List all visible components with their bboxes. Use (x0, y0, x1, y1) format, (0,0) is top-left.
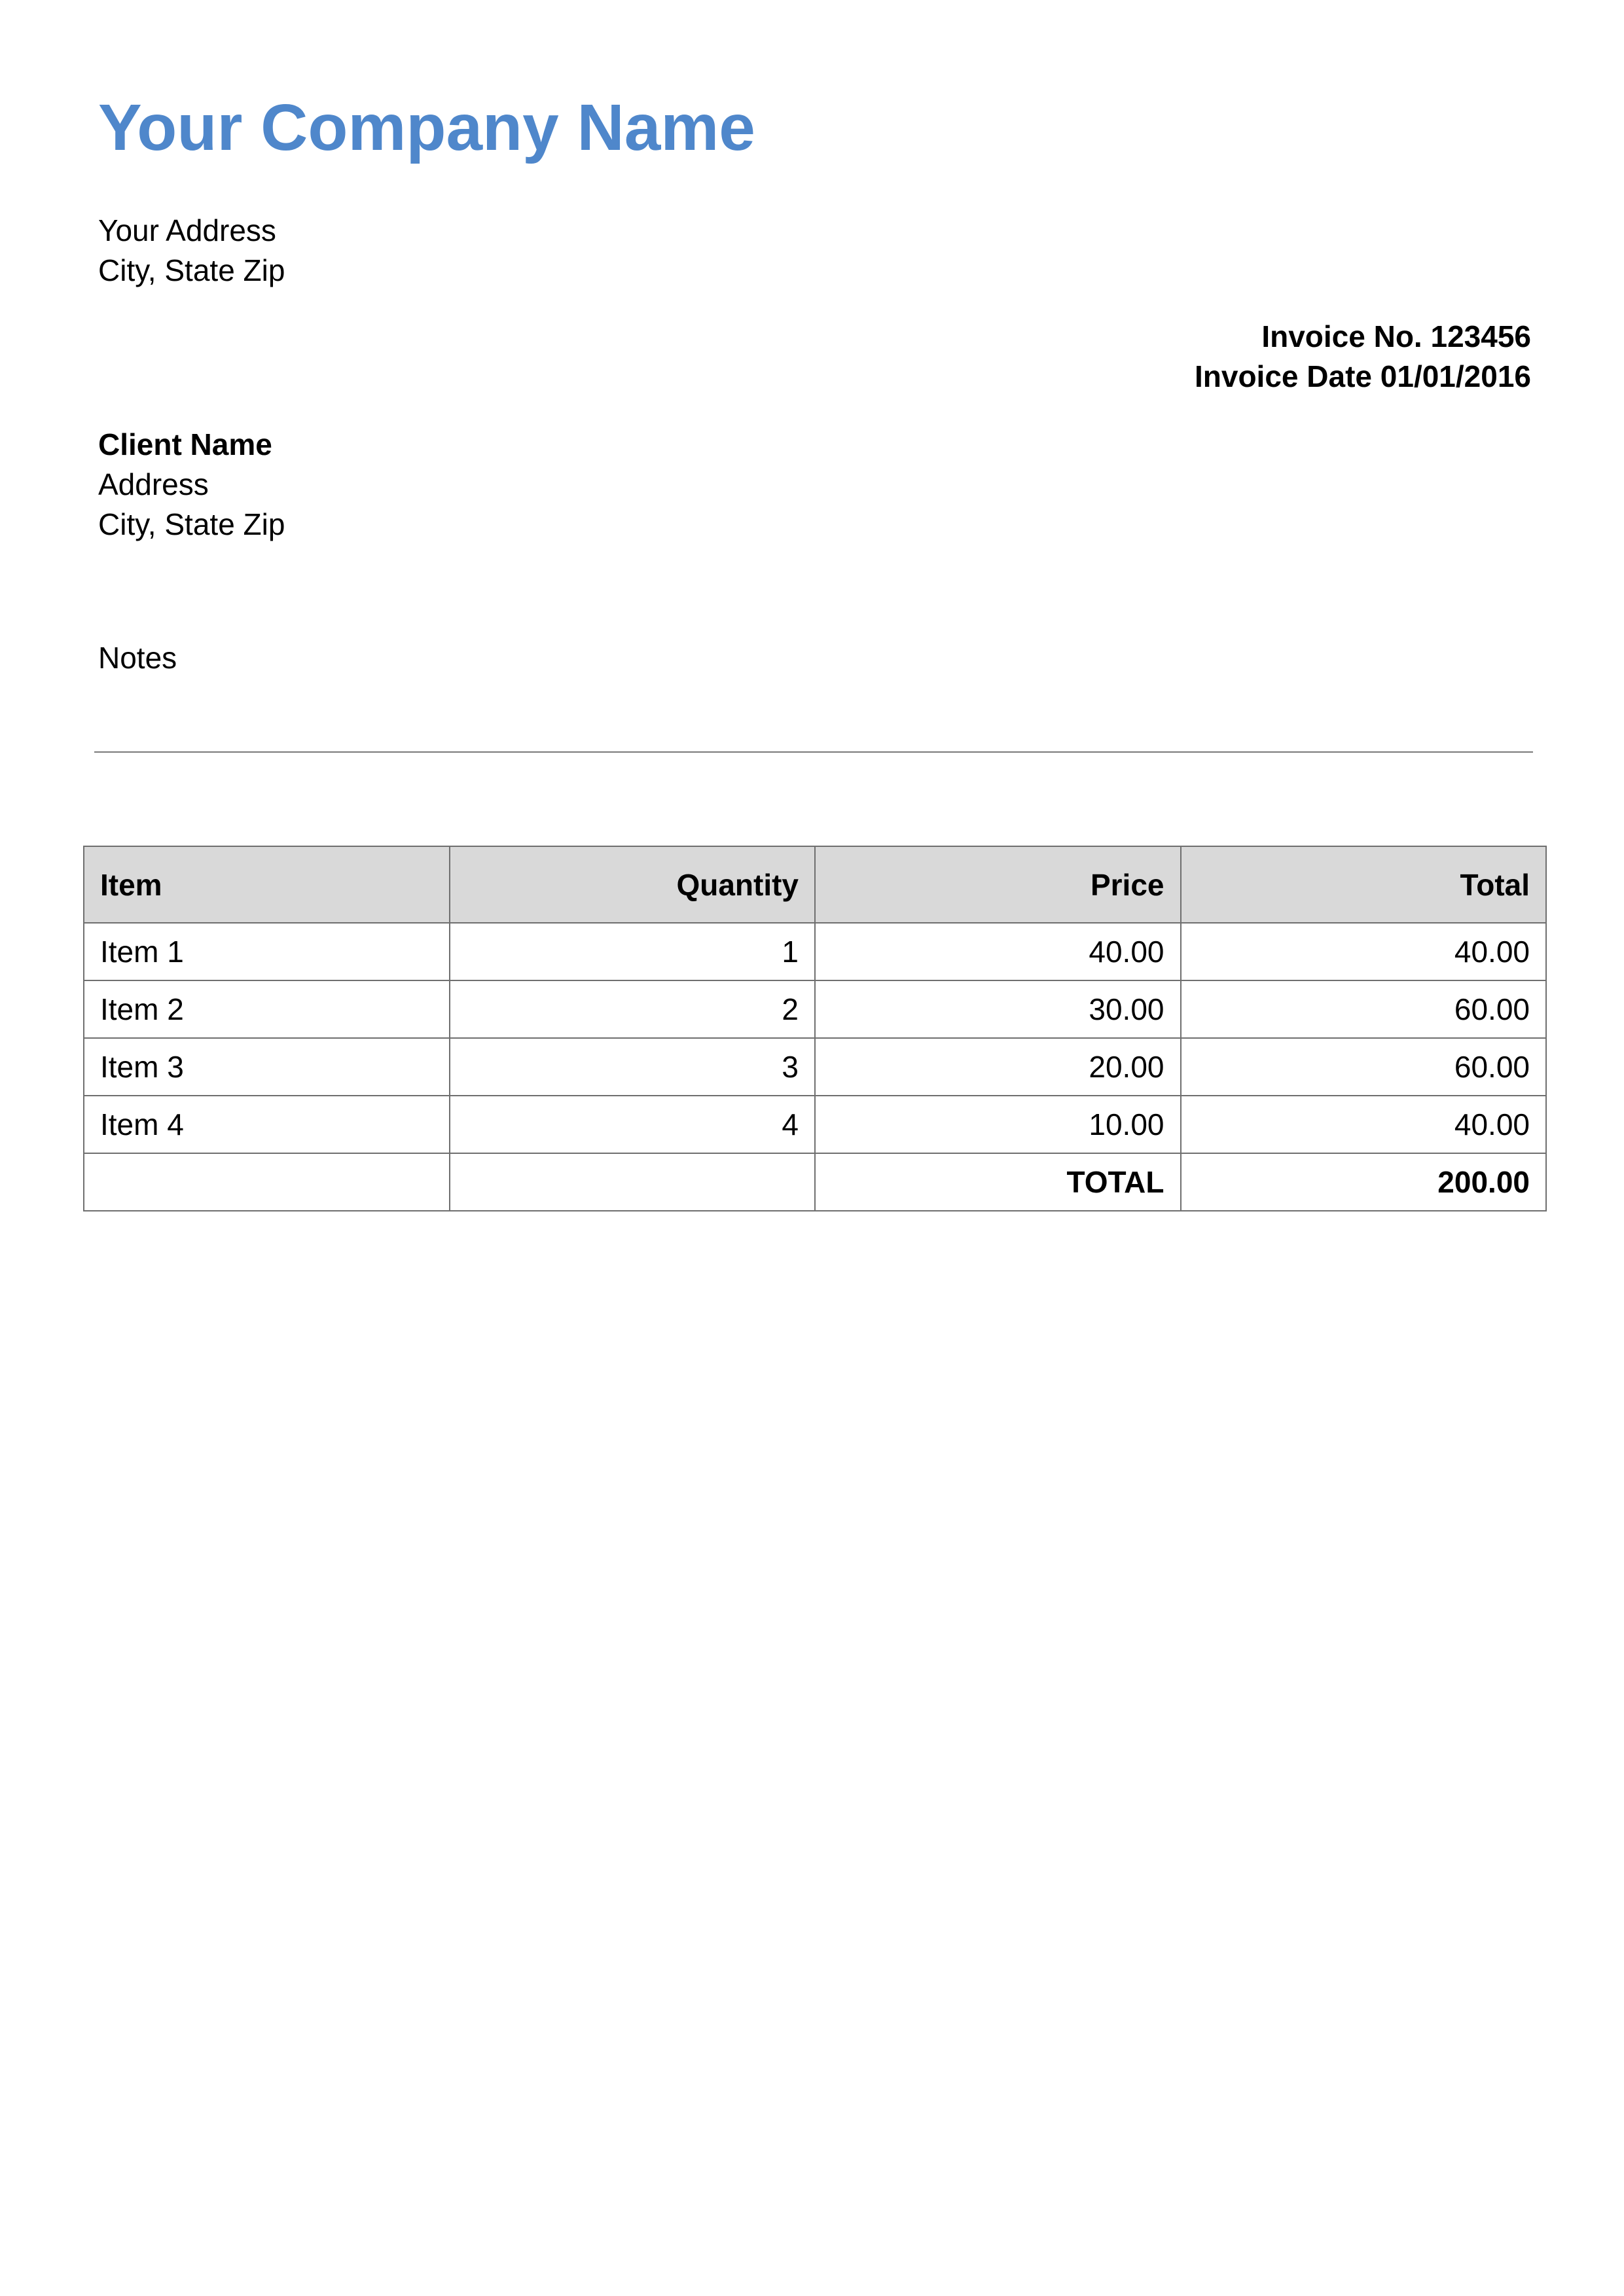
cell-item: Item 4 (84, 1096, 450, 1153)
cell-quantity: 4 (450, 1096, 816, 1153)
cell-item: Item 1 (84, 923, 450, 980)
invoice-date: Invoice Date 01/01/2016 (1195, 359, 1531, 393)
cell-price: 30.00 (815, 980, 1181, 1038)
total-row (84, 1153, 1546, 1211)
cell-price: 20.00 (815, 1038, 1181, 1096)
client-block (98, 425, 285, 545)
cell-price: 10.00 (815, 1096, 1181, 1153)
invoice-meta (1195, 317, 1531, 397)
table-row (84, 1096, 1546, 1153)
column-header-quantity: Quantity (450, 846, 816, 923)
total-row-empty-cell (450, 1153, 816, 1211)
cell-item: Item 3 (84, 1038, 450, 1096)
table-row (84, 1038, 1546, 1096)
items-table (83, 846, 1547, 1211)
cell-total: 60.00 (1181, 980, 1547, 1038)
column-header-price: Price (815, 846, 1181, 923)
sender-address-line-1: Your Address (98, 213, 276, 247)
cell-total: 60.00 (1181, 1038, 1547, 1096)
company-name: Your Company Name (98, 91, 755, 164)
cell-total: 40.00 (1181, 1096, 1547, 1153)
cell-quantity: 1 (450, 923, 816, 980)
column-header-total: Total (1181, 846, 1547, 923)
cell-item: Item 2 (84, 980, 450, 1038)
table-row (84, 923, 1546, 980)
cell-price: 40.00 (815, 923, 1181, 980)
total-value: 200.00 (1181, 1153, 1547, 1211)
notes-divider (94, 751, 1533, 753)
column-header-item: Item (84, 846, 450, 923)
sender-address-line-2: City, State Zip (98, 253, 285, 287)
invoice-number: Invoice No. 123456 (1261, 319, 1531, 353)
sender-address (98, 211, 285, 291)
table-header-row (84, 846, 1546, 923)
cell-quantity: 3 (450, 1038, 816, 1096)
client-name: Client Name (98, 427, 272, 461)
cell-quantity: 2 (450, 980, 816, 1038)
cell-total: 40.00 (1181, 923, 1547, 980)
client-address-line-2: City, State Zip (98, 507, 285, 541)
notes-label: Notes (98, 641, 177, 675)
client-address-line-1: Address (98, 467, 209, 501)
total-row-empty-cell (84, 1153, 450, 1211)
total-label: TOTAL (815, 1153, 1181, 1211)
table-row (84, 980, 1546, 1038)
